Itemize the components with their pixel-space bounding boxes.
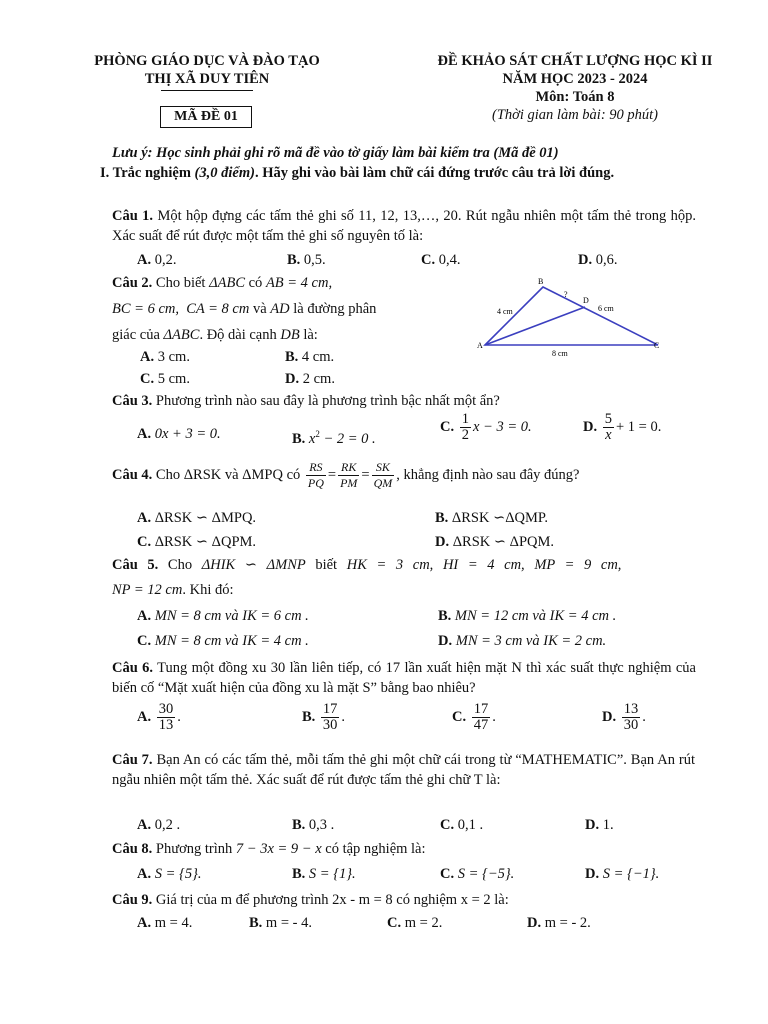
- label-ab-length: 4 cm: [497, 307, 513, 316]
- q6-option-b: B. $\frac{17}{30}$ .: [302, 701, 346, 733]
- q4-option-b: B. ΔRSK ∽ΔQMP.: [435, 510, 548, 526]
- q1-option-a: A. 0,2.: [137, 252, 177, 268]
- q6-option-d: D. $\frac{13}{30}$ .: [602, 701, 646, 733]
- question-2-line-2: BC = 6 cm, CA = 8 cm và AD là đường phân: [112, 301, 377, 317]
- label-b: B: [538, 277, 544, 286]
- q6-option-a: A. $\frac{30}{13}$ .: [137, 701, 181, 733]
- question-5-line-2: NP = 12 cm. Khi đó:: [112, 582, 234, 598]
- exam-duration: (Thời gian làm bài: 90 phút): [491, 107, 659, 123]
- department-name: PHÒNG GIÁO DỤC VÀ ĐÀO TẠO: [94, 53, 320, 69]
- q2-option-a: A. 3 cm.: [140, 349, 190, 365]
- q9-option-a: A. m = 4.: [137, 915, 193, 931]
- q8-option-c: C. S = {−5}.: [440, 866, 515, 882]
- question-5-line-1: Câu 5. Cho ΔHIK ∽ ΔMNP biết HK = 3 cm, HI = 4 cm, MP = 9 cm,: [112, 557, 622, 573]
- header-rule: [161, 90, 253, 91]
- exam-header: [405, 52, 745, 124]
- q9-option-d: D. m = - 2.: [527, 915, 591, 931]
- question-2-line-1: Câu 2. Cho biết ΔABC có AB = 4 cm,: [112, 275, 333, 291]
- triangle-figure: [470, 274, 670, 360]
- q6-option-c: C. $\frac{17}{47}$ .: [452, 701, 496, 733]
- q7-option-c: C. 0,1 .: [440, 817, 484, 833]
- q4-option-d: D. ΔRSK ∽ ΔPQM.: [435, 534, 555, 550]
- exam-title: ĐỀ KHẢO SÁT CHẤT LƯỢNG HỌC KÌ II: [437, 53, 713, 69]
- label-ac-length: 8 cm: [552, 349, 568, 358]
- q8-option-b: B. S = {1}.: [292, 866, 356, 882]
- question-4: Câu 4. Cho ΔRSK và ΔMPQ có $\frac{RS}{PQ}$ = $\frac{RK}{PM}$ = $\frac{SK}{QM}$ , khẳng định nào sau đây đúng?: [112, 460, 580, 490]
- q4-option-a: A. ΔRSK ∽ ΔMPQ.: [137, 510, 257, 526]
- q3-option-c: C. $\frac{1}{2}$ x − 3 = 0.: [440, 411, 532, 443]
- exam-code-box: MÃ ĐỀ 01: [160, 106, 252, 128]
- question-9: Câu 9. Giá trị của m để phương trình 2x - m = 8 có nghiệm x = 2 là:: [112, 892, 509, 908]
- school-year: NĂM HỌC 2023 - 2024: [502, 71, 648, 87]
- q5-option-b: B. MN = 12 cm và IK = 4 cm .: [438, 608, 617, 624]
- question-2-line-3: giác của ΔABC. Độ dài cạnh DB là:: [112, 327, 318, 343]
- q7-option-d: D. 1.: [585, 817, 614, 833]
- question-1: Câu 1. Một hộp đựng các tấm thẻ ghi số 11, 12, 13,…, 20. Rút ngẫu nhiên một tấm thẻ trong hộp. Xác suất để rút được một tấm thẻ ghi số nguyên tố là:: [112, 208, 696, 244]
- q2-option-d: D. 2 cm.: [285, 371, 335, 387]
- triangle-abc: [485, 287, 658, 345]
- q4-option-c: C. ΔRSK ∽ ΔQPM.: [137, 534, 257, 550]
- question-8: Câu 8. Phương trình 7 − 3x = 9 − x có tập nghiệm là:: [112, 841, 426, 857]
- q1-option-d: D. 0,6.: [578, 252, 618, 268]
- label-dc-length: 6 cm: [598, 304, 614, 313]
- label-a: A: [477, 341, 483, 350]
- question-6: Câu 6. Tung một đồng xu 30 lần liên tiếp, có 17 lần xuất hiện mặt N thì xác suất thực nghiệm của biến cố “Mặt xuất hiện của đồng xu là mặt S” bằng bao nhiêu?: [112, 660, 696, 696]
- q3-option-b: B. $x^2 - 2 = 0$ .: [292, 429, 376, 447]
- q8-option-d: D. S = {−1}.: [585, 866, 660, 882]
- q1-option-c: C. 0,4.: [421, 252, 461, 268]
- school-header: [62, 52, 352, 91]
- question-3: Câu 3. Phương trình nào sau đây là phương trình bậc nhất một ẩn?: [112, 393, 500, 409]
- q5-option-d: D. MN = 3 cm và IK = 2 cm.: [438, 633, 607, 649]
- section-1-heading: I. Trắc nghiệm (3,0 điểm). Hãy ghi vào bài làm chữ cái đứng trước câu trả lời đúng.: [100, 165, 615, 181]
- district-name: THỊ XÃ DUY TIÊN: [144, 71, 270, 87]
- q1-option-b: B. 0,5.: [287, 252, 326, 268]
- q2-option-c: C. 5 cm.: [140, 371, 190, 387]
- q8-option-a: A. S = {5}.: [137, 866, 202, 882]
- question-7: Câu 7. Bạn An có các tấm thẻ, mỗi tấm thẻ ghi một chữ cái trong từ “MATHEMATIC”. Bạn An rút ngẫu nhiên một tấm thẻ. Xác suất để rút được tấm thẻ ghi chữ T là:: [112, 752, 695, 788]
- label-d: D: [583, 296, 589, 305]
- label-bd-unknown: ?: [564, 290, 568, 299]
- label-c: C: [654, 341, 660, 350]
- q7-option-a: A. 0,2 .: [137, 817, 181, 833]
- q3-option-a: A. 0x + 3 = 0.: [137, 426, 221, 442]
- q5-option-a: A. MN = 8 cm và IK = 6 cm .: [137, 608, 309, 624]
- q7-option-b: B. 0,3 .: [292, 817, 335, 833]
- note: Lưu ý: Học sinh phải ghi rõ mã đề vào tờ giấy làm bài kiểm tra (Mã đề 01): [112, 145, 559, 161]
- q3-option-d: D. $\frac{5}{x}$ + 1 = 0.: [583, 411, 662, 443]
- q9-option-b: B. m = - 4.: [249, 915, 312, 931]
- q2-option-b: B. 4 cm.: [285, 349, 335, 365]
- q9-option-c: C. m = 2.: [387, 915, 443, 931]
- subject: Môn: Toán 8: [535, 89, 615, 105]
- q5-option-c: C. MN = 8 cm và IK = 4 cm .: [137, 633, 309, 649]
